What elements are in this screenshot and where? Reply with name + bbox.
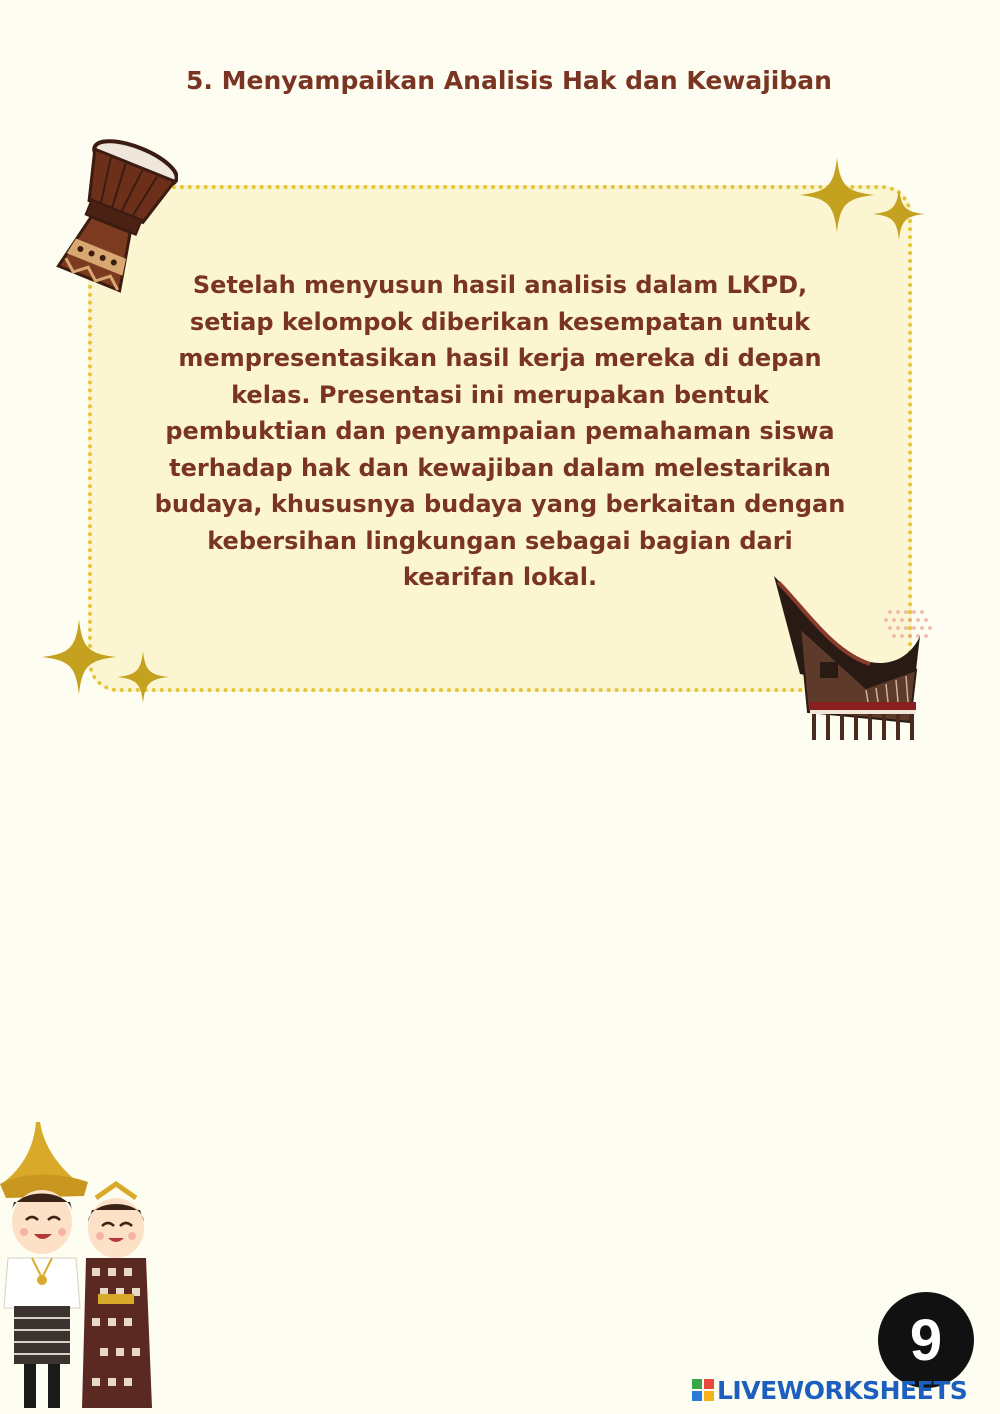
body-text — [130, 267, 870, 596]
body-line: terhadap hak dan kewajiban dalam melestarikan — [169, 453, 831, 482]
section-title: 5. Menyampaikan Analisis Hak dan Kewajiban — [186, 66, 832, 95]
body-line: Setelah menyusun hasil analisis dalam LKPD, — [192, 271, 808, 299]
body-line: kebersihan lingkungan sebagai bagian dari — [207, 526, 793, 555]
sparkle-icon — [116, 646, 170, 708]
djembe-drum-icon — [48, 133, 178, 305]
body-line: budaya, khususnya budaya yang berkaitan dengan — [154, 490, 846, 518]
sparkle-icon — [798, 156, 876, 234]
body-line: pembuktian dan penyampaian pemahaman siswa — [165, 417, 835, 445]
page-number-badge: 9 — [878, 1292, 974, 1388]
watermark-text: LIVEWORKSHEETS — [717, 1375, 968, 1405]
liveworksheets-logo-icon — [692, 1379, 714, 1401]
body-line: kearifan lokal. — [402, 563, 598, 591]
sparkle-icon — [872, 183, 926, 245]
body-line: mempresentasikan hasil kerja mereka di depan — [178, 344, 822, 372]
watermark — [692, 1374, 967, 1406]
body-line: kelas. Presentasi ini merupakan bentuk — [231, 380, 769, 409]
body-line: setiap kelompok diberikan kesempatan untuk — [189, 307, 811, 336]
tongkonan-house-icon — [770, 562, 945, 742]
traditional-couple-illustration — [0, 1118, 160, 1414]
sparkle-icon — [40, 618, 118, 696]
